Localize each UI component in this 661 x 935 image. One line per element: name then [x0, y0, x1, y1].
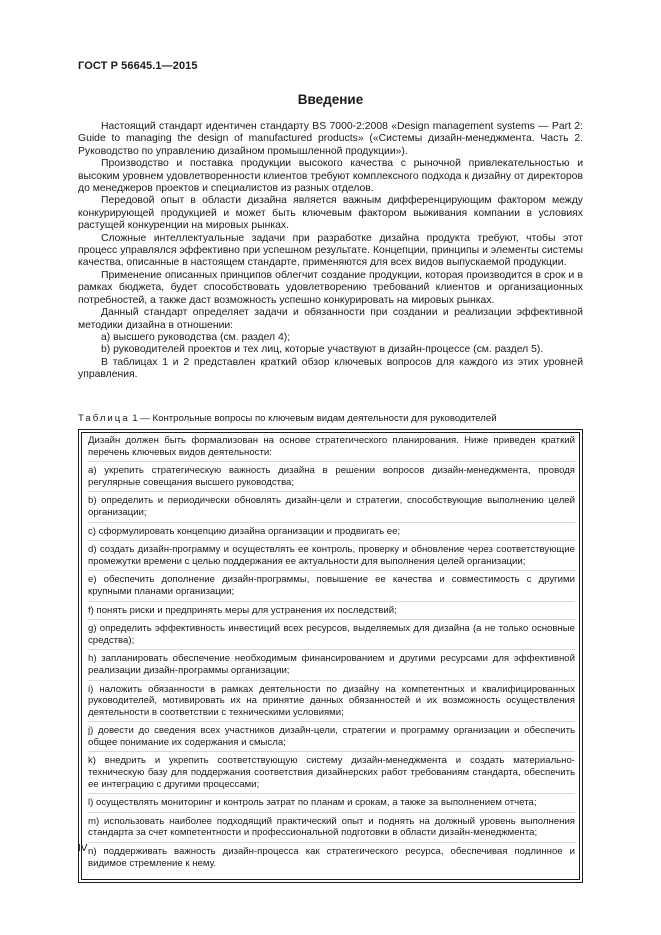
table-row: g) определить эффективность инвестиций всех ресурсов, выделяемых для дизайна (а не только основные средства);	[88, 619, 575, 649]
document-header: ГОСТ Р 56645.1—2015	[78, 60, 198, 72]
list-item: a) высшего руководства (см. раздел 4);	[101, 331, 291, 343]
table-row: m) использовать наиболее подходящий практический опыт и поднять на должный уровень выполнения стандарта за счет компетентности и профессиональной подготовки в области дизайн-менеджмента;	[88, 812, 575, 842]
table-row: d) создать дизайн-программу и осуществлять ее контроль, проверку и обновление через соответствующие промежутки времени с целью поддержания ее актуальности для выполнения целей организации;	[88, 540, 575, 570]
paragraph: Настоящий стандарт идентичен стандарту BS 7000-2:2008 «Design management systems — Part 2: Guide to managing the design of manufactured products» («Системы дизайн-менеджмента. Часть 2. Руководство по управлению дизайном промышленной продукции»).	[78, 121, 583, 157]
table-row: l) осуществлять мониторинг и контроль затрат по планам и срокам, а также за выполнением отчета;	[88, 793, 575, 812]
table-row: k) внедрить и укрепить соответствующую систему дизайн-менеджмента и создать материально-техническую базу для поддержания соответствия дизайнерских работ требованиям стандарта, обеспечить ее интеграцию с другими процессами;	[88, 751, 575, 793]
introduction-body	[78, 121, 583, 382]
table-row: a) укрепить стратегическую важность дизайна в решении вопросов дизайн-менеджмента, проводя регулярные совещания высшего руководства;	[88, 461, 575, 491]
table-caption	[78, 413, 497, 424]
paragraph: Данный стандарт определяет задачи и обязанности при создании и реализации эффективной методики дизайна в отношении:	[78, 307, 583, 331]
table-row: f) понять риски и предпринять меры для устранения их последствий;	[88, 601, 575, 620]
paragraph: Применение описанных принципов облегчит создание продукции, которая производится в срок и в рамках бюджета, будет способствовать удовлетворению требований клиентов и организационных потребностей, а также даст возможность успешно конкурировать на мировых рынках.	[78, 269, 583, 306]
paragraph: Производство и поставка продукции высокого качества с рыночной привлекательностью и высоким уровнем удовлетворенности клиентов требуют комплексного подхода к дизайну от директоров до менеджеров проектов и специалистов из разных отделов.	[78, 158, 583, 195]
table-caption-label: Таблица	[78, 413, 130, 424]
table-row: b) определить и периодически обновлять дизайн-цели и стратегии, способствующие выполнению целей организации;	[88, 491, 575, 521]
table-row: n) поддерживать важность дизайн-процесса как стратегического ресурса, обеспечивая подлинное и видимое стремление к нему.	[88, 842, 575, 872]
table-row: h) запланировать обеспечение необходимым финансированием и другими ресурсами для эффективной реализации дизайн-программы организации;	[88, 649, 575, 679]
table-row: j) довести до сведения всех участников дизайн-цели, стратегии и программу организации и обеспечить общее понимание их содержания и смысла;	[88, 721, 575, 751]
table-row: c) сформулировать концепцию дизайна организации и продвигать ее;	[88, 522, 575, 541]
table-row: e) обеспечить дополнение дизайн-программы, повышение ее качества и совместимость с другими крупными планами организации;	[88, 570, 575, 600]
paragraph: Передовой опыт в области дизайна является важным дифференцирующим фактором между конкурирующей продукцией и может быть ключевым фактором выживания компании в условиях растущей конкуренции на мировых рынках.	[78, 195, 583, 232]
table-row: Дизайн должен быть формализован на основе стратегического планирования. Ниже приведен краткий перечень ключевых видов деятельности:	[88, 435, 575, 458]
table-caption-text: 1 — Контрольные вопросы по ключевым видам деятельности для руководителей	[129, 413, 497, 424]
table-1	[78, 429, 583, 883]
table-row: i) наложить обязанности в рамках деятельности по дизайну на компетентных и квалифицированных руководителей, мотивировать их на принятие данных обязанностей и их возможность осуществления деятельности в соответствии с техническими условиями;	[88, 680, 575, 722]
paragraph: В таблицах 1 и 2 представлен краткий обзор ключевых вопросов для каждого из этих уровней управления.	[78, 356, 583, 381]
page-number: IV	[78, 843, 88, 854]
table-cell	[81, 432, 580, 880]
paragraph: Сложные интеллектуальные задачи при разработке дизайна продукта требуют, чтобы этот процесс управлялся эффективно при успешном результате. Концепции, принципы и элементы системы качества, описанные в настоящем стандарте, применяются для всех видов выпускаемой продукции.	[78, 232, 583, 269]
list-item: b) руководителей проектов и тех лиц, которые участвуют в дизайн-процессе (см. раздел 5).	[101, 344, 544, 356]
section-title: Введение	[297, 92, 364, 107]
